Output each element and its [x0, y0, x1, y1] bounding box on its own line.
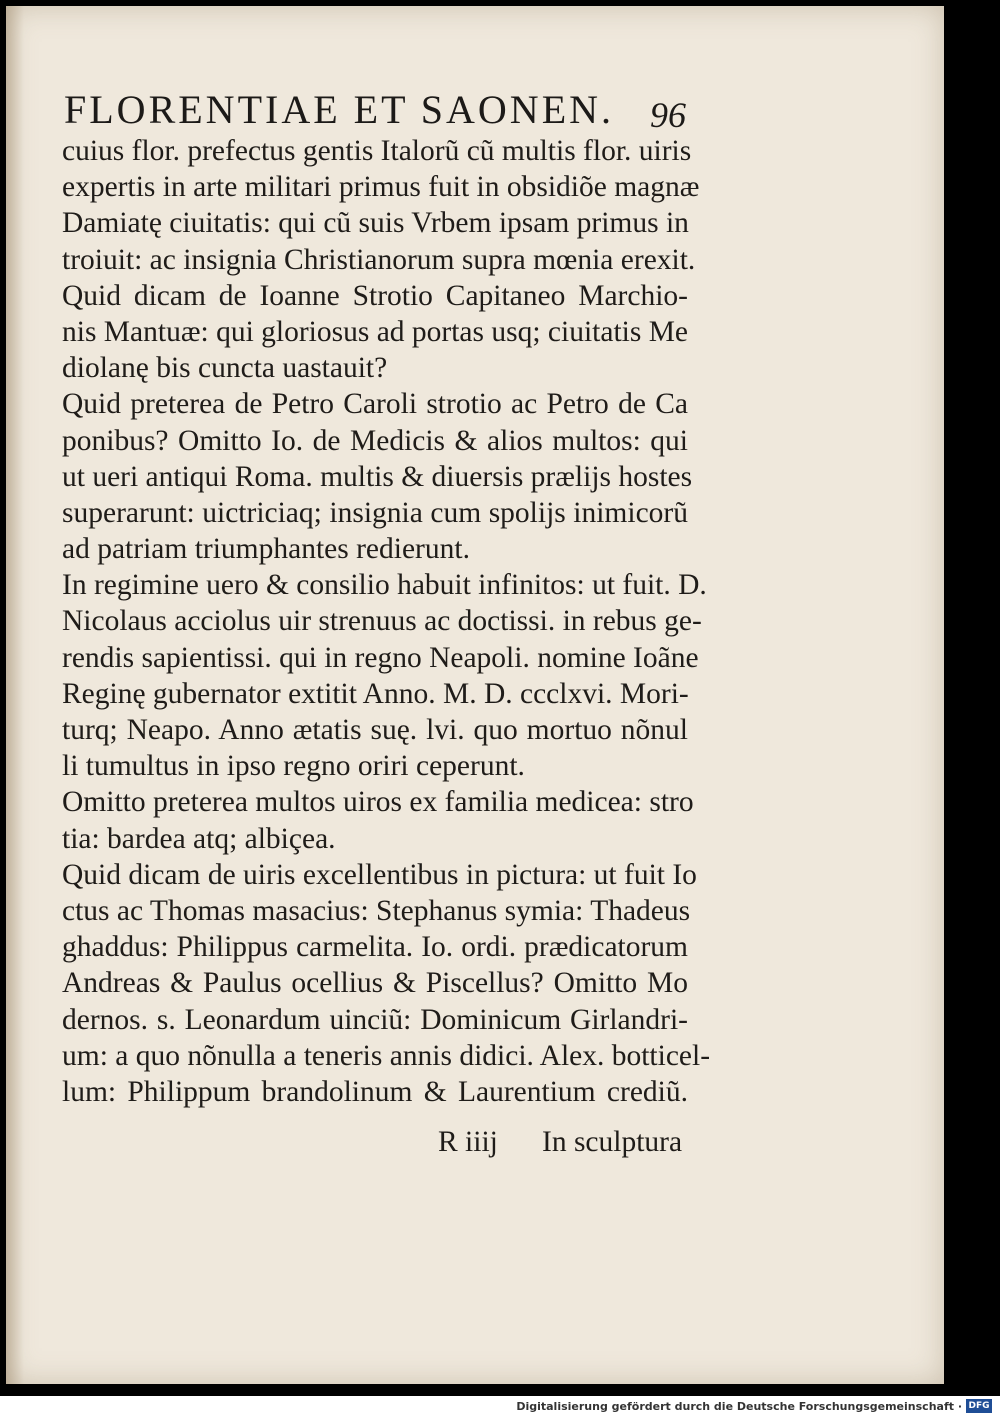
funding-bar — [0, 1396, 1000, 1418]
text-line: Quid dicam de Ioanne Strotio Capitaneo Marchio- — [62, 279, 688, 312]
text-line: um: a quo nõnulla a teneris annis didici. Alex. botticel- — [62, 1039, 711, 1072]
text-line: superarunt: uictriciaq; insignia cum spolijs inimicorũ — [62, 496, 688, 529]
body-text — [62, 133, 711, 1110]
page-footer — [62, 1122, 688, 1162]
text-line: expertis in arte militari primus fuit in obsidiõe magnæ — [62, 171, 700, 204]
text-line: rendis sapientissi. qui in regno Neapoli. nomine Ioãne — [62, 641, 699, 674]
dfg-logo: DFG — [966, 1399, 992, 1413]
text-line: Reginę gubernator extitit Anno. M. D. ccclxvi. Mori- — [62, 677, 689, 710]
catchword: In sculptura — [542, 1126, 683, 1158]
text-line: In regimine uero & consilio habuit infinitos: ut fuit. D. — [62, 569, 707, 602]
text-line: nis Mantuæ: qui gloriosus ad portas usq; ciuitatis Me — [62, 315, 689, 348]
text-line: tia: bardea atq; albiçea. — [62, 822, 336, 855]
text-line: Andreas & Paulus ocellius & Piscellus? Omitto Mo — [62, 967, 688, 1000]
text-line: Quid preterea de Petro Caroli strotio ac Petro de Ca — [62, 388, 688, 421]
text-line: li tumultus in ipso regno oriri ceperunt. — [62, 750, 525, 783]
text-line: turq; Neapo. Anno ætatis suę. lvi. quo mortuo nõnul — [62, 714, 688, 746]
page-header — [64, 82, 704, 135]
text-line: ad patriam triumphantes redierunt. — [62, 533, 470, 566]
folio-number: 96 — [650, 95, 686, 135]
text-line: ghaddus: Philippus carmelita. Io. ordi. prædicatorum — [62, 931, 688, 964]
text-line: cuius flor. prefectus gentis Italorũ cũ multis flor. uiris — [62, 135, 692, 167]
text-line: Damiatę ciuitatis: qui cũ suis Vrbem ipsam primus in — [62, 207, 689, 240]
text-line: troiuit: ac insignia Christianorum supra mœnia erexit. — [62, 243, 696, 276]
text-line: Nicolaus acciolus uir strenuus ac doctissi. in rebus ge- — [62, 605, 702, 638]
running-title: FLORENTIAE ET SAONEN. — [64, 87, 615, 132]
text-line: lum: Philippum brandolinum & Laurentium crediũ. — [62, 1075, 688, 1108]
page-gutter-shadow — [6, 6, 24, 1384]
text-line: ponibus? Omitto Io. de Medicis & alios multos: qui — [62, 424, 688, 457]
text-line: dernos. s. Leonardum uinciũ: Dominicum Girlandri- — [62, 1003, 688, 1036]
text-line: Quid dicam de uiris excellentibus in pictura: ut fuit Io — [62, 858, 697, 891]
funding-notice: Digitalisierung gefördert durch die Deutsche Forschungsgemeinschaft · — [516, 1400, 962, 1413]
text-line: Omitto preterea multos uiros ex familia medicea: stro — [62, 786, 694, 819]
text-line: diolanę bis cuncta uastauit? — [62, 352, 388, 385]
text-line: ctus ac Thomas masacius: Stephanus symia: Thadeus — [62, 894, 691, 927]
signature-mark: R iiij — [438, 1126, 498, 1158]
text-line: ut ueri antiqui Roma. multis & diuersis prælijs hostes — [62, 460, 693, 493]
